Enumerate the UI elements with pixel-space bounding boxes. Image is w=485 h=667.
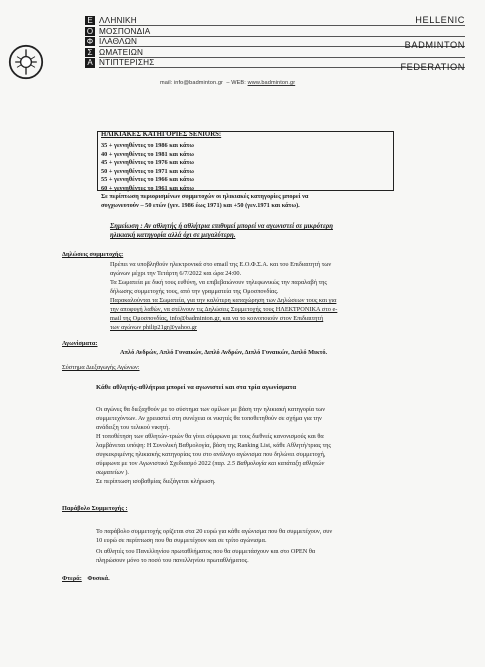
fee-line: Οι αθλητές του Πανελληνίου πρωταθλήματος που θα συμμετάσχουν και στο OPEN θα [96, 548, 316, 555]
system-line-text: σύμφωνα με τον Αγωνιστικό Σχεδιασμό 2022 ( [96, 460, 215, 467]
letterhead-rule [99, 25, 465, 26]
system-heading: Σύστημα Διεξαγωγής Αγώνων: [62, 364, 140, 371]
system-ref-1: παρ. 2.5 Βαθμολογία και κατάταξη αθλητών [214, 460, 325, 467]
category-item: 50 + γεννηθέντες το 1971 και κάτω [101, 167, 194, 175]
initial-f: Φ [86, 37, 94, 47]
letterhead-line-5: ΝΤΙΠΤΕΡΙΣΗΣ [99, 58, 155, 68]
declarations-line: mail της Ομοσπονδίας, info@badminton.gr, και να το κοινοποιούν στον Επιδιαιτητή [110, 315, 324, 322]
category-item: 60 + γεννηθέντες το 1961 και κάτω [101, 184, 194, 192]
remark-line-1: Σημείωση : Αν αθλητής ή αθλήτρια επιθυμεί μπορεί να αγωνιστεί σε μικρότερη [110, 223, 333, 230]
contact-mail-label: mail: [160, 80, 173, 86]
declarations-line: δήλωσης συμμετοχής τους, από την γραμματεία της Ομοσπονδίας. [110, 288, 279, 295]
letterhead-line-1: ΛΛΗΝΙΚΗ [99, 16, 137, 25]
declarations-line: των αγώνων philip21gr@yahoo.gr [110, 324, 197, 331]
fee-heading: Παράβολο Συμμετοχής : [62, 505, 128, 512]
declarations-line: Παρακαλούνται τα Σωματεία, για την καλύτερη καταχώρηση των Δηλώσεων τους και για [110, 297, 337, 304]
system-line [96, 469, 129, 477]
letterhead-line-2: ΜΟΣΠΟΝΔΙΑ [99, 26, 151, 36]
categories-title: ΗΛΙΚΙΑΚΕΣ ΚΑΤΗΓΟΡΙΕΣ SENIORS: [101, 131, 222, 138]
system-ref-2: σωματείων [96, 469, 124, 476]
system-line: ανάδειξη του τελικού νικητή. [96, 424, 170, 431]
contact-web[interactable]: www.badminton.gr [247, 80, 296, 86]
fee-line: πληρώσουν μόνο το ποσό του πανελληνίου πρωταθλήματος. [96, 557, 249, 564]
contact-mail[interactable]: info@badminton.gr [173, 80, 224, 86]
system-line [96, 460, 324, 468]
category-item: 35 + γεννηθέντες το 1986 και κάτω [101, 142, 194, 149]
declarations-line: Πρέπει να υποβληθούν ηλεκτρονικά στο email της Ε.Ο.Φ.Σ.Α. και του Επιδιαιτητή των [110, 261, 332, 268]
contact-web-label: – WEB: [226, 80, 246, 86]
system-ref-close: ). [123, 469, 129, 476]
initial-a: Α [85, 58, 95, 67]
letterhead-rule [99, 57, 465, 58]
letterhead-line-4: ΩΜΑΤΕΙΩΝ [99, 47, 144, 57]
shuttles-heading: Φτερά: [62, 575, 82, 582]
declarations-heading: Δηλώσεις συμμετοχής: [62, 251, 124, 258]
letterhead-line-3: ΙΛΑΘΛΩΝ [99, 37, 138, 47]
declarations-line: την αποφυγή λαθών, να στέλνουν τις Δηλώσεις Συμμετοχής τους ΗΛΕΚΤΡΟΝΙΚΑ στο e- [110, 306, 338, 313]
initial-o: Ο [86, 26, 94, 36]
category-item: 55 + γεννηθέντες το 1966 και κάτω [101, 176, 194, 183]
system-subheading: Κάθε αθλητής-αθλήτρια μπορεί να αγωνιστεί και στα τρία αγωνίσματα [96, 384, 297, 391]
letterhead-hellenic: HELLENIC [415, 15, 465, 25]
system-line: Σε περίπτωση ισοβαθμίας διεξάγεται κλήρωση. [96, 478, 216, 485]
category-item: 40 + γεννηθέντες το 1981 και κάτω [101, 150, 194, 158]
system-line: Η τοποθέτηση των αθλητών-τριών θα γίνει σύμφωνα με τους διεθνείς κανονισμούς και θα [96, 433, 324, 440]
declarations-line: Τα Σωματεία με δική τους ευθύνη, να επιβεβαιώνουν τηλεφωνικώς την παραλαβή της [110, 279, 327, 286]
category-item: 45 + γεννηθέντες το 1976 και κάτω [101, 159, 194, 166]
letterhead-rule [99, 36, 465, 37]
categories-note-1: Σε περίπτωση περιορισμένων συμμετοχών οι ηλικιακές κατηγορίες μπορεί να [101, 193, 309, 200]
remark-line-2: ηλικιακή κατηγορία αλλά όχι σε μεγαλύτερη. [110, 232, 236, 239]
declarations-line: αγώνων μέχρι την Τετάρτη 6/7/2022 και ώρα 24:00. [110, 270, 242, 277]
events-text: Απλό Ανδρών, Απλό Γυναικών, Διπλό Ανδρών, Διπλό Γυναικών, Διπλό Μικτό. [120, 349, 328, 356]
system-line: λαμβάνεται υπόψη: Η Συνολική Βαθμολογία, βάση της Ranking List, κάθε Αθλητή/τριας της [96, 442, 331, 449]
initial-s: Σ [85, 48, 95, 57]
shuttles-text: Φυσικά. [87, 575, 110, 582]
letterhead-badminton: BADMINTON [404, 40, 465, 50]
system-line: συγκεκριμένης ηλικιακής κατηγορίας του στο ανάλογο αγώνισμα που δηλώνει συμμετοχή, [96, 451, 326, 458]
federation-logo-icon [8, 44, 44, 80]
system-line: Οι αγώνες θα διεξαχθούν με το σύστημα των ομίλων με βάση την ηλικιακή κατηγορία των [96, 406, 326, 413]
system-line: συμμετεχόντων. Αν χρειαστεί στη συνέχεια οι νικητές θα τοποθετηθούν σε σχήμα για την [96, 415, 322, 422]
fee-line: 10 ευρώ σε περίπτωση που θα συμμετέχουν και σε τρίτο αγώνισμα. [96, 537, 267, 544]
letterhead-contact [160, 80, 295, 86]
letterhead-initials [85, 16, 97, 69]
letterhead-federation: FEDERATION [400, 62, 465, 72]
categories-note-2: συγχωνευτούν – 50 ετών (γεν. 1986 έως 1971) και +50 (γεν.1971 και κάτω). [101, 201, 300, 209]
shuttles-row [62, 575, 110, 583]
events-heading: Αγωνίσματα: [62, 340, 98, 347]
initial-e: Ε [85, 16, 95, 25]
fee-line: Το παράβολο συμμετοχής ορίζεται στα 20 ευρώ για κάθε αγώνισμα που θα συμμετέχουν, συν [96, 528, 333, 535]
